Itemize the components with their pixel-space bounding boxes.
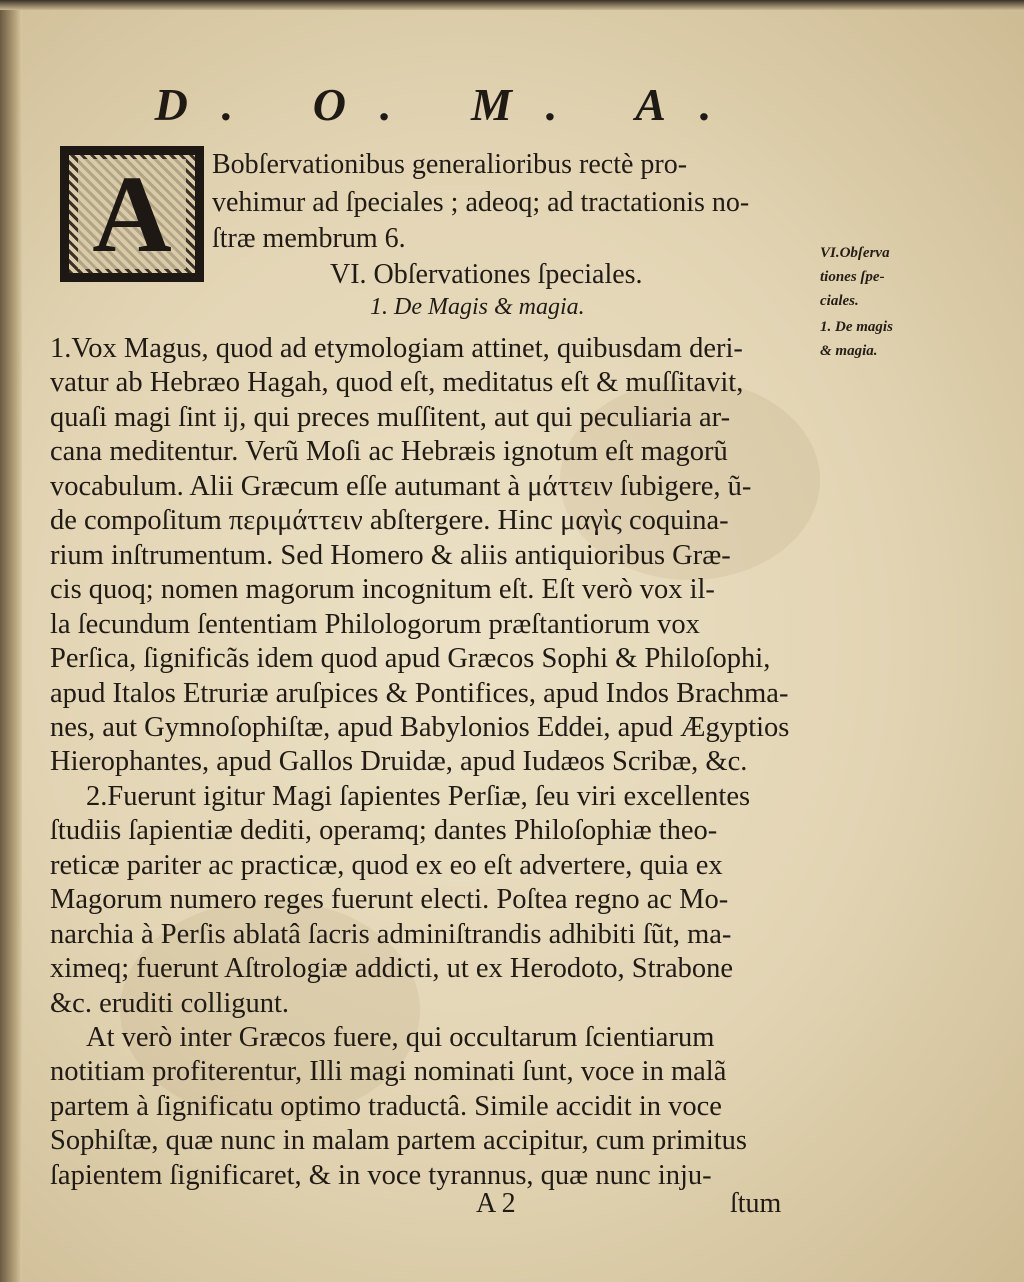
text-line: At verò inter Græcos fuere, qui occultarum ſcientiarum xyxy=(86,1022,715,1053)
text-line: cana meditentur. Verũ Moſi ac Hebræis ignotum eſt magorũ xyxy=(50,436,728,468)
initial-ornament xyxy=(69,155,195,273)
text-line: Perſica, ſignificãs idem quod apud Græcos Sophi & Philoſophi, xyxy=(50,643,771,675)
page-heading: D. O. M. A. xyxy=(154,79,746,130)
text-line: Hierophantes, apud Gallos Druidæ, apud Iudæos Scribæ, &c. xyxy=(50,746,748,778)
intro-line: vehimur ad ſpeciales ; adeoq; ad tractationis no- xyxy=(212,187,750,218)
text-line: Magorum numero reges fuerunt electi. Poſtea regno ac Mo- xyxy=(50,884,729,916)
intro-line: ſtræ membrum 6. xyxy=(212,223,406,254)
text-line: 1.Vox Magus, quod ad etymologiam attinet, quibusdam deri- xyxy=(50,333,743,364)
text-line: vocabulum. Alii Græcum eſſe autumant à μάττειν ſubigere, ũ- xyxy=(50,470,752,502)
text-line: partem à ſignificatu optimo traductâ. Simile accidit in voce xyxy=(50,1090,722,1122)
text-line: cis quoq; nomen magorum incognitum eſt. Eſt verò vox il- xyxy=(50,574,715,606)
text-line: ximeq; fuerunt Aſtrologiæ addicti, ut ex Herodoto, Strabone xyxy=(50,953,734,985)
page-gutter xyxy=(0,0,22,1282)
text-line: Sophiſtæ, quæ nunc in malam partem accipitur, cum primitus xyxy=(50,1125,747,1157)
catchword: ſtum xyxy=(730,1188,782,1219)
page-top-edge xyxy=(0,0,1024,10)
text-line: la ſecundum ſententiam Philologorum præſtantiorum vox xyxy=(50,608,700,640)
margin-note-line: tiones ſpe- xyxy=(820,269,885,285)
text-line: &c. eruditi colligunt. xyxy=(50,987,290,1019)
text-line: quaſi magi ſint ij, qui preces muſſitent, aut qui peculiaria ar- xyxy=(50,401,731,433)
decorated-initial xyxy=(60,146,204,282)
text-line: ſtudiis ſapientiæ dediti, operamq; dantes Philoſophiæ theo- xyxy=(50,815,718,847)
initial-letter: A xyxy=(78,159,185,269)
margin-note-line: ciales. xyxy=(820,293,859,309)
margin-note-line: VI.Obſerva xyxy=(820,245,890,261)
text-line: apud Italos Etruriæ aruſpices & Pontifices, apud Indos Brachma- xyxy=(50,677,789,709)
section-subtitle: 1. De Magis & magia. xyxy=(370,294,585,320)
text-line: vatur ab Hebræo Hagah, quod eſt, meditatus eſt & muſſitavit, xyxy=(50,367,744,399)
margin-note-line: & magia. xyxy=(820,343,878,359)
text-line: nes, aut Gymnoſophiſtæ, apud Babylonios Eddei, apud Ægyptios xyxy=(50,711,790,743)
text-line: de compoſitum περιμάττειν abſtergere. Hinc μαγὶς coquina- xyxy=(50,505,729,537)
text-line: rium inſtrumentum. Sed Homero & aliis antiquioribus Græ- xyxy=(50,539,731,571)
text-line: ſapientem ſignificaret, & in voce tyrannus, quæ nunc inju- xyxy=(50,1159,712,1191)
text-line: 2.Fuerunt igitur Magi ſapientes Perſiæ, ſeu viri excellentes xyxy=(86,780,751,812)
text-line: reticæ pariter ac practicæ, quod ex eo eſt advertere, quia ex xyxy=(50,849,723,881)
intro-line: Bobſervationibus generalioribus rectè pro- xyxy=(212,149,688,180)
text-line: notitiam profiterentur, Illi magi nominati ſunt, voce in malã xyxy=(50,1056,727,1088)
margin-note-line: 1. De magis xyxy=(820,319,893,335)
signature-mark: A 2 xyxy=(476,1188,516,1219)
section-title: VI. Obſervationes ſpeciales. xyxy=(330,259,643,290)
text-line: narchia à Perſis ablatâ ſacris adminiſtrandis adhibiti ſũt, ma- xyxy=(50,918,732,950)
